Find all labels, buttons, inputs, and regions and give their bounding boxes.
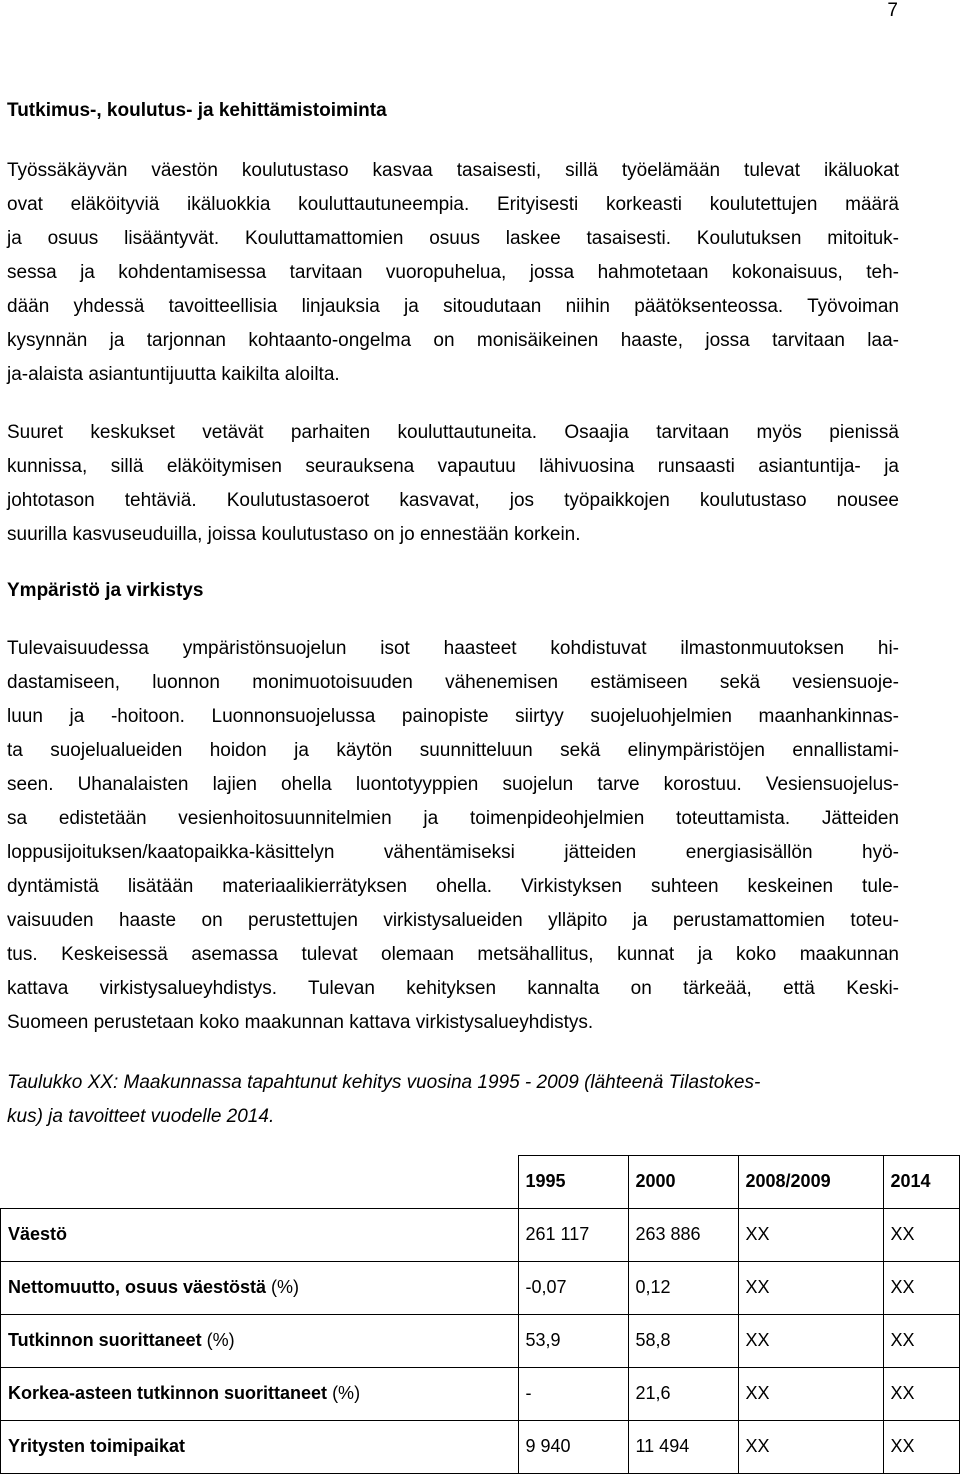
table-cell: 263 886 [628, 1208, 738, 1261]
row-label-text: Väestö [8, 1224, 68, 1244]
text-line: ja osuus lisääntyvät. Kouluttamattomien osuus laskee tasaisesti. Koulutuksen mitoituk- [7, 228, 899, 249]
table-cell: 21,6 [628, 1367, 738, 1420]
table-header-row [1, 1156, 960, 1209]
row-label-text: Nettomuutto, osuus väestöstä [8, 1277, 267, 1297]
text-line: johtotason tehtäviä. Koulutustasoerot kasvavat, jos työpaikkojen koulutustaso nousee [7, 490, 899, 511]
text-line: kus) ja tavoitteet vuodelle 2014. [7, 1106, 275, 1127]
table-cell: XX [883, 1420, 959, 1473]
section-heading-environment: Ympäristö ja virkistys [7, 580, 204, 601]
table-row [1, 1314, 960, 1367]
table-cell: 53,9 [518, 1314, 628, 1367]
row-unit: (%) [201, 1330, 235, 1350]
text-line: loppusijoituksen/kaatopaikka-käsittelyn vähentämiseksi jätteiden energiasisällön hyö- [7, 842, 899, 863]
text-line: ta suojelualueiden hoidon ja käytön suunnitteluun sekä elinympäristöjen ennallistami- [7, 740, 899, 761]
table-caption [7, 1066, 902, 1134]
text-line: kattava virkistysalueyhdistys. Tulevan kehityksen kannalta on tärkeää, että Keski- [7, 978, 899, 999]
table-cell: XX [738, 1208, 883, 1261]
row-unit: (%) [266, 1277, 300, 1297]
text-line: vaisuuden haaste on perustettujen virkistysalueiden ylläpito ja perustamattomien toteu- [7, 910, 899, 931]
row-label-text: Korkea-asteen tutkinnon suorittaneet [8, 1383, 328, 1403]
text-line: tus. Keskeisessä asemassa tulevat olemaan metsähallitus, kunnat ja koko maakunnan [7, 944, 899, 965]
text-line: kunnissa, sillä eläköitymisen seurauksena vapautuu lähivuosina runsaasti asiantuntija- ja [7, 456, 899, 477]
table-cell: XX [738, 1420, 883, 1473]
table-cell: XX [883, 1314, 959, 1367]
table-cell: XX [883, 1261, 959, 1314]
table-cell: 0,12 [628, 1261, 738, 1314]
section-heading-research: Tutkimus-, koulutus- ja kehittämistoiminta [7, 100, 387, 121]
column-header: 2008/2009 [738, 1156, 883, 1209]
text-line: seen. Uhanalaisten lajien ohella luontotyyppien suojelun tarve korostuu. Vesiensuojelus- [7, 774, 899, 795]
text-line: Taulukko XX: Maakunnassa tapahtunut kehitys vuosina 1995 - 2009 (lähteenä Tilastokes- [7, 1072, 761, 1093]
table-row [1, 1420, 960, 1473]
text-line: dastamiseen, luonnon monimuotoisuuden vähenemisen estämiseen sekä vesiensuoje- [7, 672, 899, 693]
text-line: ja-alaista asiantuntijuutta kaikilta aloilta. [7, 364, 340, 385]
table-cell: 9 940 [518, 1420, 628, 1473]
text-line: Suomeen perustetaan koko maakunnan kattava virkistysalueyhdistys. [7, 1012, 594, 1033]
column-header: 2014 [883, 1156, 959, 1209]
text-line: Suuret keskukset vetävät parhaiten kouluttautuneita. Osaajia tarvitaan myös pienissä [7, 422, 899, 443]
text-line: ovat eläköityviä ikäluokkia kouluttautuneempia. Erityisesti korkeasti koulutettujen määrä [7, 194, 899, 215]
text-line: luun ja -hoitoon. Luonnonsuojelussa painopiste siirtyy suojeluohjelmien maanhankinnas- [7, 706, 899, 727]
text-line: dään yhdessä tavoitteellisia linjauksia ja sitoudutaan niihin päätöksenteossa. Työvoiman [7, 296, 899, 317]
table-row [1, 1261, 960, 1314]
table-cell: XX [883, 1208, 959, 1261]
statistics-table [0, 1155, 960, 1474]
text-line: sa edistetään vesienhoitosuunnitelmien ja toimenpideohjelmien toteuttamista. Jätteiden [7, 808, 899, 829]
table-row [1, 1367, 960, 1420]
text-line: sessa ja kohdentamisessa tarvitaan vuoropuhelua, jossa hahmotetaan kokonaisuus, teh- [7, 262, 899, 283]
row-unit: (%) [327, 1383, 361, 1403]
row-label [1, 1420, 519, 1473]
row-label [1, 1261, 519, 1314]
column-header: 1995 [518, 1156, 628, 1209]
text-line: Työssäkäyvän väestön koulutustaso kasvaa tasaisesti, sillä työelämään tulevat ikäluokat [7, 160, 899, 181]
paragraph-education-2 [7, 416, 899, 552]
table-cell: - [518, 1367, 628, 1420]
empty-corner-cell [1, 1156, 519, 1209]
table-cell: 261 117 [518, 1208, 628, 1261]
row-label-text: Tutkinnon suorittaneet [8, 1330, 202, 1350]
table-cell: XX [738, 1314, 883, 1367]
row-label-text: Yritysten toimipaikat [8, 1436, 186, 1456]
table-cell: 58,8 [628, 1314, 738, 1367]
text-line: Tulevaisuudessa ympäristönsuojelun isot haasteet kohdistuvat ilmastonmuutoksen hi- [7, 638, 899, 659]
page-number: 7 [887, 0, 898, 21]
column-header: 2000 [628, 1156, 738, 1209]
table-row [1, 1208, 960, 1261]
table-cell: XX [738, 1367, 883, 1420]
table-cell: XX [883, 1367, 959, 1420]
text-line: suurilla kasvuseuduilla, joissa koulutustaso on jo ennestään korkein. [7, 524, 581, 545]
row-label [1, 1314, 519, 1367]
row-label [1, 1367, 519, 1420]
text-line: kysynnän ja tarjonnan kohtaanto-ongelma on monisäikeinen haaste, jossa tarvitaan laa- [7, 330, 899, 351]
table-cell: XX [738, 1261, 883, 1314]
table-cell: -0,07 [518, 1261, 628, 1314]
row-label [1, 1208, 519, 1261]
paragraph-environment [7, 632, 899, 1040]
text-line: dyntämistä lisätään materiaalikierrätyksen ohella. Virkistyksen suhteen keskeinen tule- [7, 876, 899, 897]
paragraph-education-1 [7, 154, 899, 392]
table-cell: 11 494 [628, 1420, 738, 1473]
